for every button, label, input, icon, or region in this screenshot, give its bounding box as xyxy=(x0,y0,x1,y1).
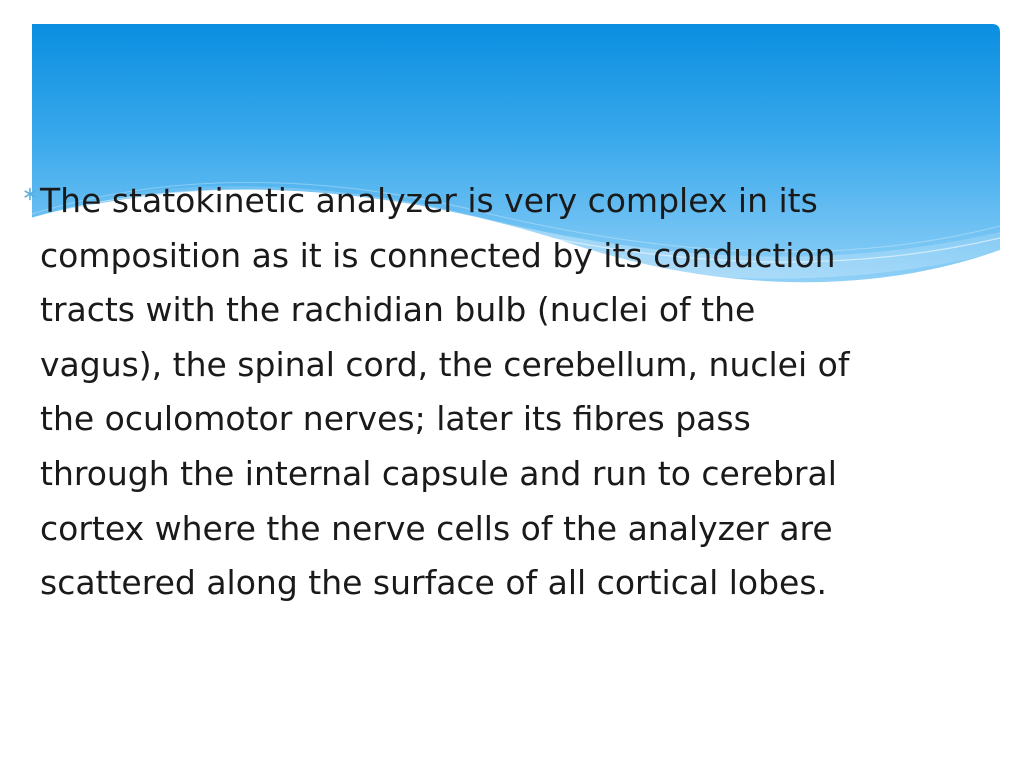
bullet-item xyxy=(40,174,1000,611)
asterisk-bullet-icon xyxy=(23,187,37,201)
body-text-line: the oculomotor nerves; later its fibres pass xyxy=(40,399,751,439)
body-text-line: scattered along the surface of all cortical lobes. xyxy=(40,563,828,603)
body-text-line: cortex where the nerve cells of the analyzer are xyxy=(40,508,833,548)
body-text-line: tracts with the rachidian bulb (nuclei of the xyxy=(40,290,756,330)
body-text-line: The statokinetic analyzer is very complex in its xyxy=(40,181,818,220)
body-text-line: vagus), the spinal cord, the cerebellum, nuclei of xyxy=(40,344,850,384)
body-text-line: composition as it is connected by its conduction xyxy=(40,235,836,275)
body-text-line: through the internal capsule and run to cerebral xyxy=(40,453,837,493)
body-text-list xyxy=(40,174,1000,611)
